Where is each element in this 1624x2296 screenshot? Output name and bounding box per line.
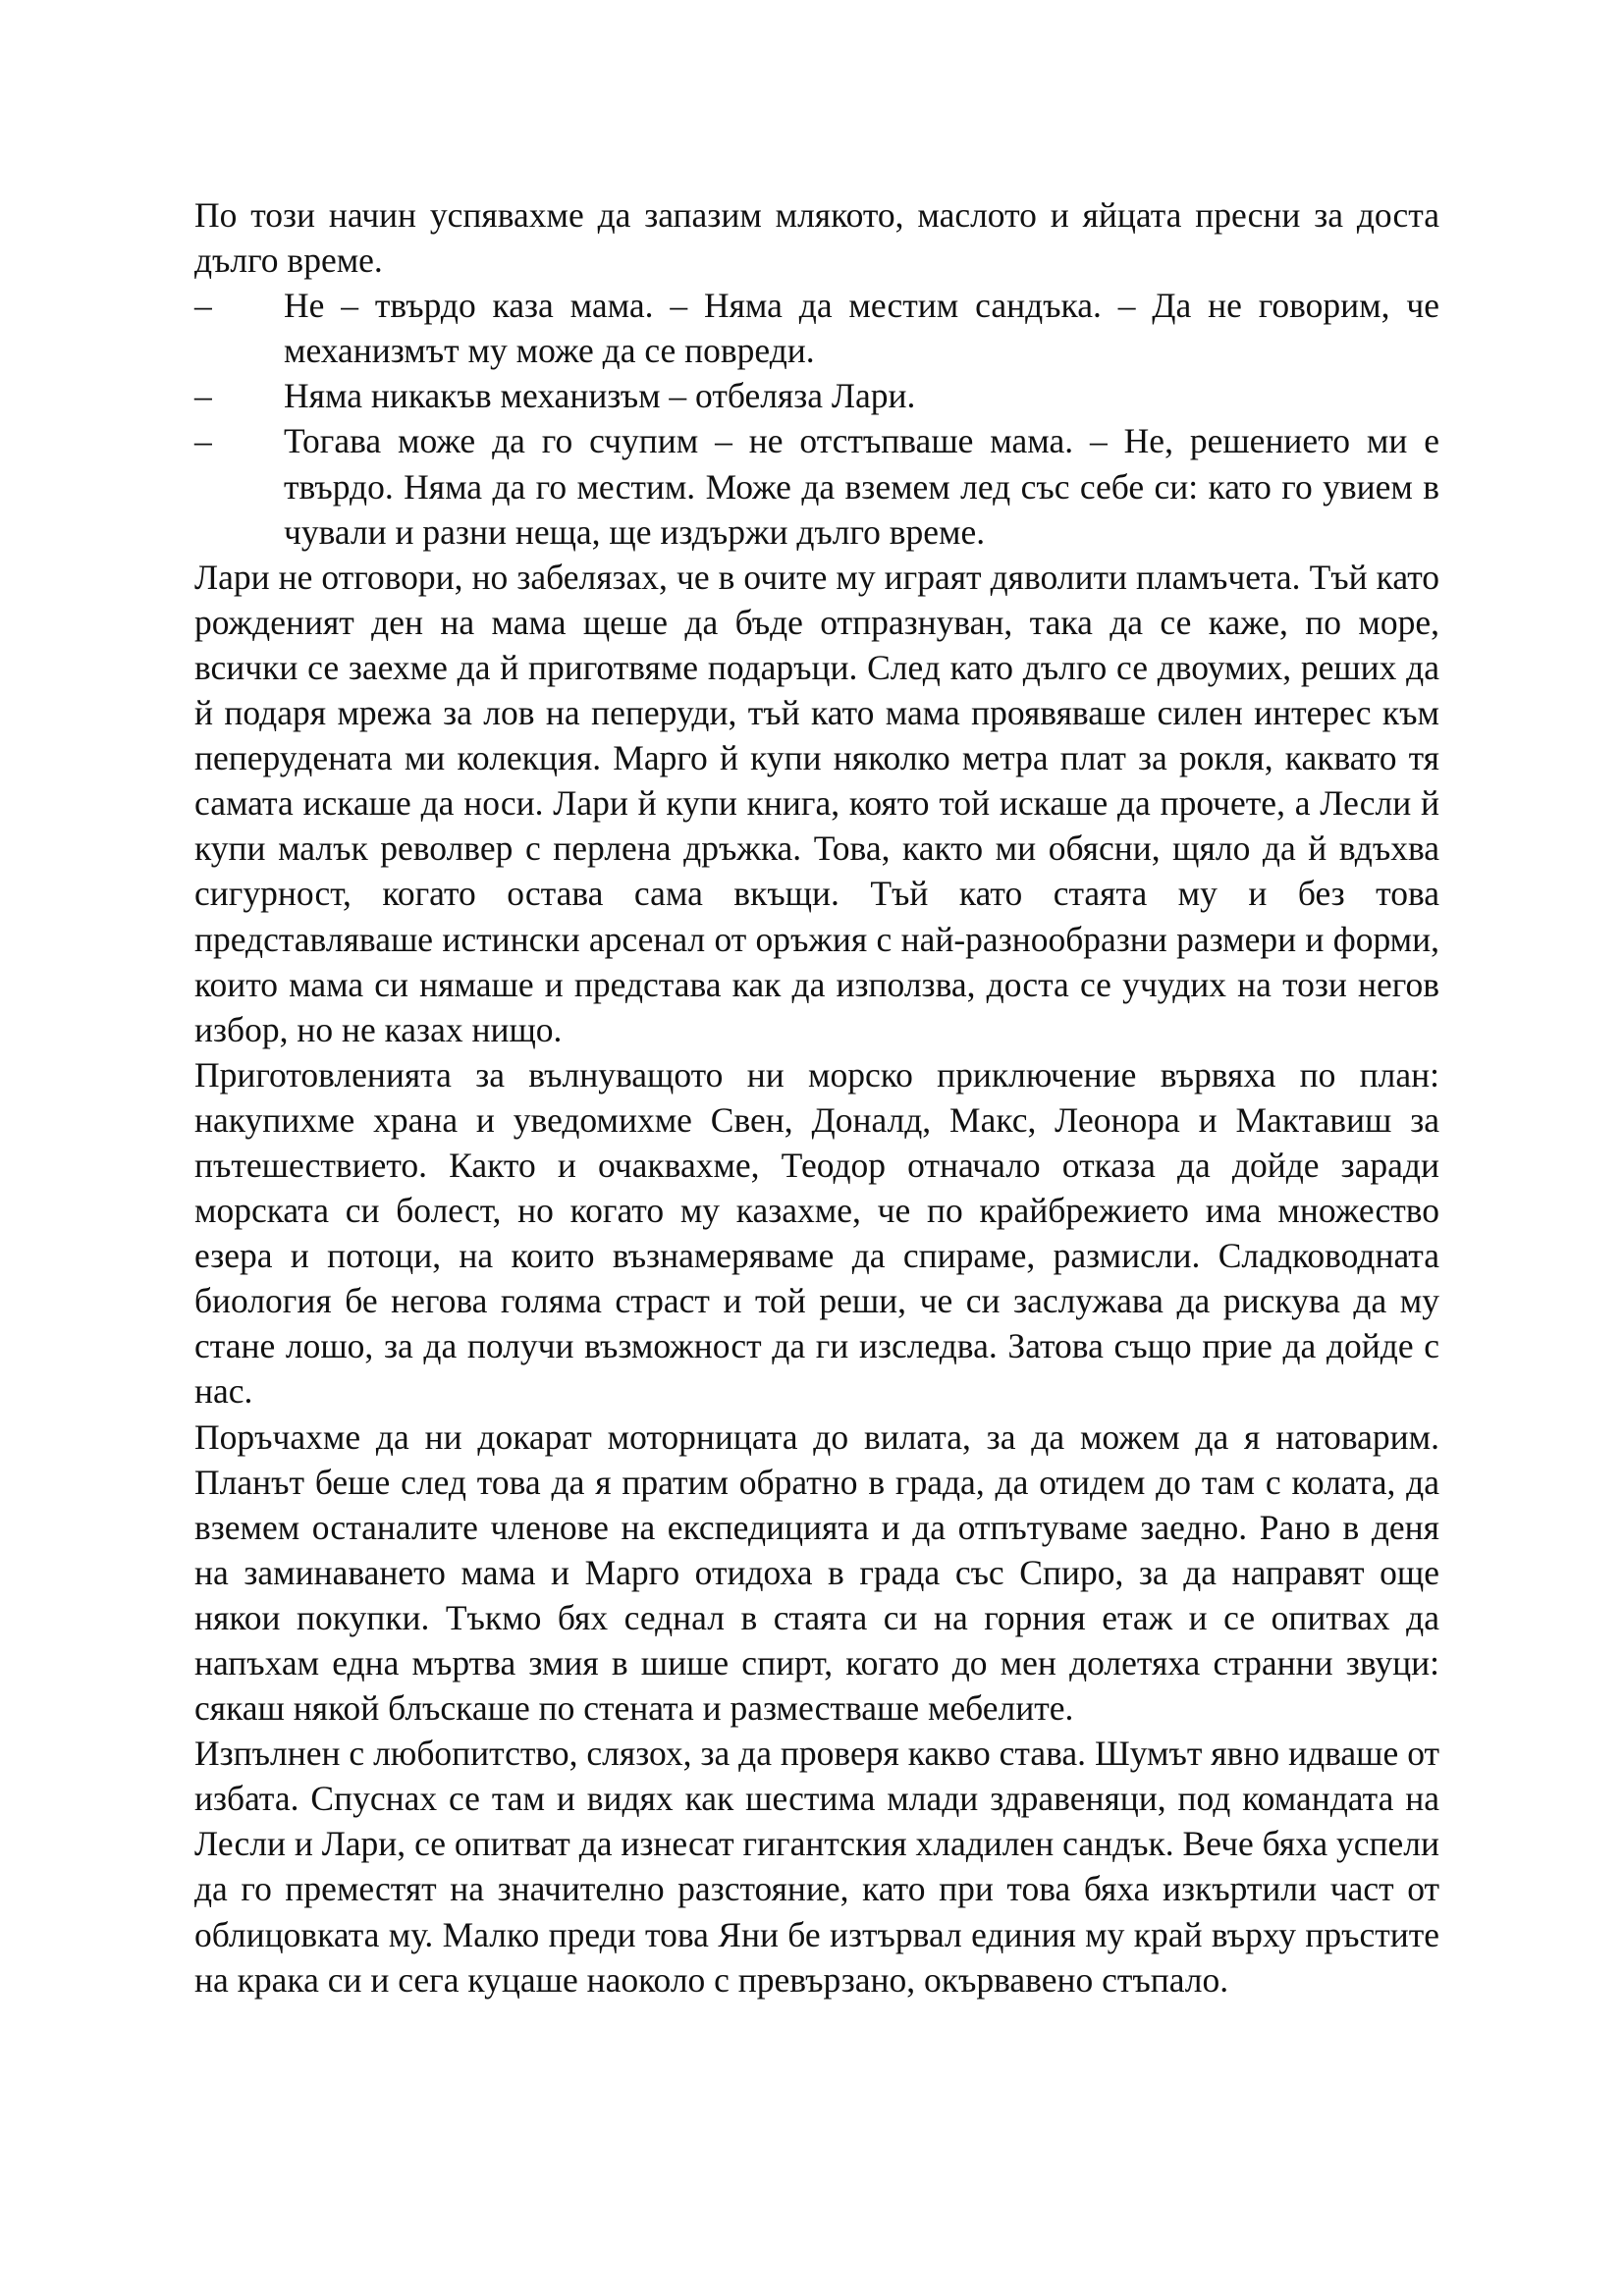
dialogue-line-2 [194, 373, 1439, 418]
dialogue-dash: – [194, 376, 212, 416]
dialogue-dash: – [194, 286, 212, 326]
body-text [194, 192, 1439, 2002]
paragraph-3: Приготовленията за вълнуващото ни морско приключение вървяха по план: накупихме храна и уведомихме Свен, Доналд, Макс, Леонора и Мактавиш за пътешествието. Както и очаквахме, Теодор отначало отказа да дойде заради морската си болест, но когато му казахме, че по крайбрежието има множество езера и потоци, на които възнамеряваме да спираме, размисли. Сладководната биология бе негова голяма страст и той реши, че си заслужава да рискува да му стане лошо, за да получи възможност да ги изследва. Затова също прие да дойде с нас. [194, 1054, 1439, 1412]
dialogue-text: Не – твърдо каза мама. – Няма да местим сандъка. – Да не говорим, че механизмът му може да се повреди. [284, 286, 1439, 371]
dialogue-line-1 [194, 283, 1439, 373]
dialogue-dash: – [194, 421, 212, 461]
dialogue-text: Няма никакъв механизъм – отбеляза Лари. [284, 376, 916, 416]
paragraph-1: По този начин успявахме да запазим млякото, маслото и яйцата пресни за доста дълго време. [194, 195, 1439, 281]
dialogue-line-3 [194, 418, 1439, 554]
paragraph-5: Изпълнен с любопитство, слязох, за да проверя какво става. Шумът явно идваше от избата. Спуснах се там и видях как шестима млади здравеняци, под командата на Лесли и Лари, се опитват да изнесат гигантския хладилен сандък. Вече бяха успели да го преместят на значително разстояние, като при това бяха изкъртили част от облицовката му. Малко преди това Яни бе изтървал единия му край върху пръстите на крака си и сега куцаше наоколо с превързано, окървавено стъпало. [194, 1734, 1439, 2000]
dialogue-text: Тогава може да го счупим – не отстъпваше мама. – Не, решението ми е твърдо. Няма да го местим. Може да вземем лед със себе си: като го увием в чували и разни неща, ще издържи дълго време. [284, 421, 1439, 552]
paragraph-4: Поръчахме да ни докарат моторницата до вилата, за да можем да я натоварим. Планът беше след това да я пратим обратно в града, да отидем до там с колата, да вземем останалите членове на експедицията и да отпътуваме заедно. Рано в деня на заминаването мама и Марго отидоха в града със Спиро, за да направят още някои покупки. Тъкмо бях седнал в стаята си на горния етаж и се опитвах да напъхам една мъртва змия в шише спирт, когато до мен долетяха странни звуци: сякаш някой блъскаше по стената и разместваше мебелите. [194, 1416, 1439, 1729]
paragraph-2: Лари не отговори, но забелязах, че в очите му играят дяволити пламъчета. Тъй като рожденият ден на мама щеше да бъде отпразнуван, така да се каже, по море, всички се заехме да й приготвяме подаръци. След като дълго се двоумих, реших да й подаря мрежа за лов на пеперуди, тъй като мама проявяваше силен интерес към пеперудената ми колекция. Марго й купи няколко метра плат за рокля, каквато тя самата искаше да носи. Лари й купи книга, която той искаше да прочете, а Лесли й купи малък револвер с перлена дръжка. Това, както ми обясни, щяло да й вдъхва сигурност, когато остава сама вкъщи. Тъй като стаята му и без това представляваше истински арсенал от оръжия с най-разнообразни размери и форми, които мама си нямаше и представа как да използва, доста се учудих на този негов избор, но не казах нищо. [194, 557, 1439, 1049]
